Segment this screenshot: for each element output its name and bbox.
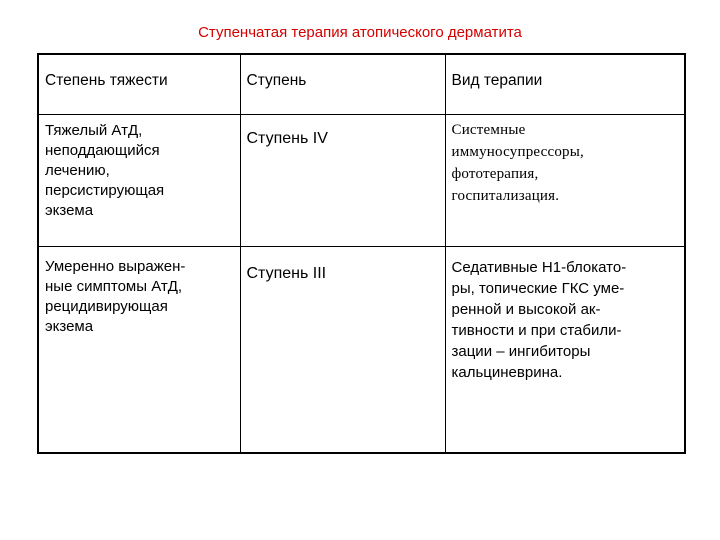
page-title: Ступенчатая терапия атопического дерматита	[198, 24, 522, 41]
severity-line: экзема	[45, 201, 94, 219]
therapy-line: госпитализация.	[451, 187, 560, 204]
therapy-line: Седативные Н1-блокато-	[451, 258, 627, 276]
header-cell-therapy	[445, 54, 685, 114]
therapy-line: Системные	[451, 121, 526, 138]
severity-cell	[38, 114, 240, 246]
therapy-cell	[445, 114, 685, 246]
severity-cell	[38, 246, 240, 453]
header-stage-label: Ступень	[246, 72, 307, 89]
table-header-row	[38, 54, 685, 114]
therapy-table	[37, 53, 686, 454]
therapy-line: ренной и высокой ак-	[451, 300, 601, 318]
severity-line: рецидивирующая	[45, 297, 168, 315]
table-row	[38, 246, 685, 453]
severity-line: Тяжелый АтД,	[45, 121, 143, 139]
header-severity-label: Степень тяжести	[45, 72, 168, 89]
severity-line: персистирующая	[45, 181, 165, 199]
therapy-line: зации – ингибиторы	[451, 342, 591, 360]
stage-cell	[240, 246, 445, 453]
therapy-line: тивности и при стабили-	[451, 321, 622, 339]
table-row	[38, 114, 685, 246]
header-cell-stage	[240, 54, 445, 114]
therapy-line: кальциневрина.	[451, 363, 563, 381]
severity-line: неподдающийся	[45, 141, 160, 159]
severity-line: экзема	[45, 317, 94, 335]
header-therapy-label: Вид терапии	[451, 72, 543, 89]
severity-line: Умеренно выражен-	[45, 257, 186, 275]
therapy-line: иммуносупрессоры,	[451, 143, 584, 160]
stage-label: Ступень III	[246, 264, 327, 282]
severity-line: ные симптомы АтД,	[45, 277, 183, 295]
stage-cell	[240, 114, 445, 246]
therapy-line: ры, топические ГКС уме-	[451, 279, 625, 297]
stage-label: Ступень IV	[246, 129, 328, 147]
severity-line: лечению,	[45, 161, 110, 179]
header-cell-severity	[38, 54, 240, 114]
therapy-line: фототерапия,	[451, 165, 539, 182]
therapy-cell	[445, 246, 685, 453]
